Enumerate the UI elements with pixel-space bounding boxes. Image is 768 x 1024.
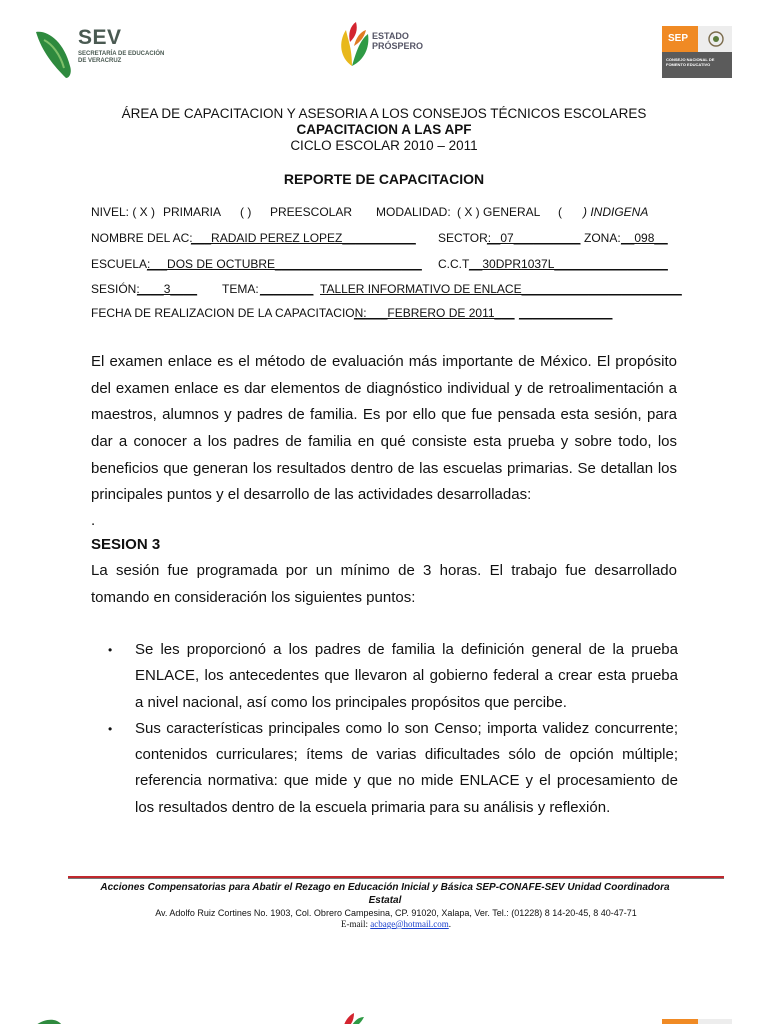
email-link[interactable]: acbage@hotmail.com	[370, 919, 449, 929]
estado-prospero-logo	[336, 22, 446, 68]
bullet-icon: •	[108, 721, 113, 736]
escuela-label: ESCUELA:	[91, 257, 151, 271]
stray-dot: .	[91, 512, 96, 529]
zona-value: __098__	[621, 231, 668, 245]
general-option: ( X ) GENERAL	[457, 205, 541, 219]
session-line: tomando en consideración los siguientes puntos:	[91, 588, 416, 606]
area-title: ÁREA DE CAPACITACION Y ASESORIA A LOS CONSEJOS TÉCNICOS ESCOLARES	[121, 106, 647, 121]
session-line: La sesión fue programada por un mínimo de 3 horas. El trabajo fue desarrollado	[91, 562, 677, 579]
bullet-item: • Se les proporcionó a los padres de familia la definición general de la prueba ENLACE, los antecedentes que llevaron al gobierno federal a crear esta prueba a nivel nacional, así como los principales propósitos que percibe.	[108, 637, 678, 716]
intro-line: del examen enlace es dar elementos de diagnóstico individual y de retroalimentación a	[91, 379, 677, 397]
next-page-peek	[0, 1012, 768, 1024]
cct-label: C.C.T	[438, 257, 470, 271]
tema-label: TEMA:	[222, 282, 259, 296]
preescolar-option: PREESCOLAR	[270, 205, 353, 219]
ac-label: NOMBRE DEL AC:	[91, 231, 193, 245]
sev-subtitle: SECRETARÍA DE EDUCACIÓN DE VERACRUZ	[78, 51, 165, 64]
preescolar-mark: ( )	[240, 205, 252, 219]
ac-value: ___RADAID PEREZ LOPEZ___________	[191, 231, 416, 245]
cycle-title: CICLO ESCOLAR 2010 – 2011	[290, 138, 478, 153]
program-title: CAPACITACION A LAS APF	[296, 122, 472, 137]
nivel-label: NIVEL: ( X )	[91, 205, 156, 219]
intro-line: maestros, alumnos y padres de familia. Es por ello que fue pensada esta sesión, para	[91, 406, 677, 424]
intro-line: dar a conocer a los padres de familia en qué consiste esta prueba y sobre todo, los	[91, 433, 677, 451]
bullet-item: • Sus características principales como lo son Censo; importa validez concurrente; contenidos curriculares; ítems de varias dificultades sólo de opción múltiple; referencia normativa: que mide y que no mide ENLACE y el procesamiento de los resultados dentro de la escuela primaria para su análisis y reflexión.	[108, 716, 678, 821]
estado-prospero-text: ESTADO PRÓSPERO	[372, 31, 424, 51]
fecha-value: _____FEBRERO DE 2011___	[354, 306, 515, 320]
modalidad-label: MODALIDAD:	[376, 205, 451, 219]
sep-conafe-logo	[662, 26, 732, 78]
zona-label: ZONA:	[584, 231, 621, 245]
cct-value: __30DPR1037L_________________	[469, 257, 668, 271]
session-bullets	[108, 637, 678, 821]
next-page-logos-icon	[0, 1013, 768, 1024]
sector-value: __07__________	[487, 231, 581, 245]
sector-label: SECTOR:	[438, 231, 492, 245]
indigena-mark: (	[558, 205, 562, 219]
footer-divider-shadow	[68, 878, 724, 879]
intro-paragraph	[91, 349, 677, 509]
fecha-extra: ______________	[519, 306, 613, 320]
mexico-seal-icon	[708, 31, 724, 47]
tema-value: TALLER INFORMATIVO DE ENLACE________________________	[320, 282, 682, 296]
document-titles	[0, 106, 768, 154]
session-paragraph	[91, 558, 677, 611]
session-heading: SESION 3	[91, 536, 161, 553]
footer-email: E-mail: acbage@hotmail.com.	[340, 919, 451, 929]
indigena-option: ) INDIGENA	[583, 205, 649, 219]
fecha-label: FECHA DE REALIZACION DE LA CAPACITACION:	[91, 306, 367, 320]
sep-name: SEP	[662, 26, 698, 52]
estado-flame-icon	[336, 22, 370, 66]
report-title: REPORTE DE CAPACITACION	[283, 171, 485, 187]
footer-title: Acciones Compensatorias para Abatir el Rezago en Educación Inicial y Básica SEP-CONAFE-SEV Unidad Coordinadora Estatal	[100, 882, 670, 906]
primaria-option: PRIMARIA	[163, 205, 222, 219]
footer-address: Av. Adolfo Ruiz Cortines No. 1903, Col. Obrero Campesina, CP. 91020, Xalapa, Ver. Tel.: (01228) 8 14-20-45, 8 40-47-71	[155, 908, 637, 918]
intro-line: beneficios que generan los resultados dentro de las escuelas primarias. Se detallan los	[91, 459, 677, 477]
escuela-value: ___DOS DE OCTUBRE______________________	[147, 257, 422, 271]
sesion-label: SESIÓN:	[91, 282, 140, 296]
sev-logo	[34, 24, 184, 80]
sev-name: SEV	[78, 26, 122, 49]
sesion-value: ____3____	[137, 282, 198, 296]
intro-line: principales puntos y el desarrollo de las actividades desarrolladas:	[91, 486, 532, 504]
tema-blank: ________	[260, 282, 314, 296]
sev-leaf-icon	[34, 26, 76, 80]
sep-subtitle: CONSEJO NACIONAL DE FOMENTO EDUCATIVO	[662, 52, 732, 78]
intro-line: El examen enlace es el método de evaluación más importante de México. El propósito	[91, 353, 677, 370]
bullet-icon: •	[108, 643, 113, 657]
